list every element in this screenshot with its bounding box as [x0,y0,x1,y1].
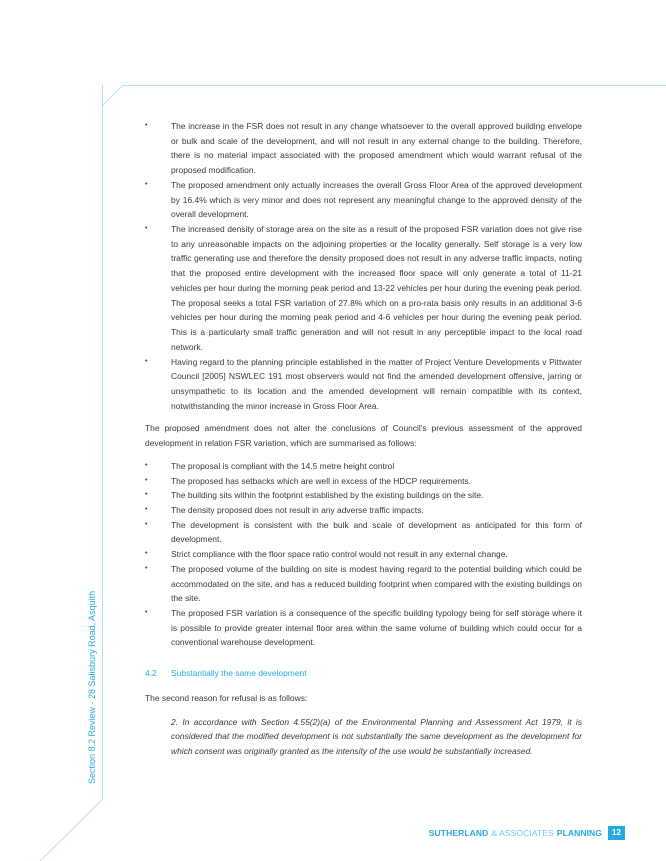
list-item: • The development is consistent with the bulk and scale of development as anticipated for this form of development. [145,518,582,547]
list-item: • The density proposed does not result in any adverse traffic impacts. [145,503,582,518]
section-heading [145,666,582,681]
list-item: • The proposed amendment only actually increases the overall Gross Floor Area of the approved development by 16.4% which is very minor and does not represent any meaningful change to the approved density of the overall development. [145,178,582,222]
side-running-header: Section 8.2 Review - 28 Salisbury Road, Asquith [87,590,97,784]
footer-brand-planning: PLANNING [556,828,602,838]
page-content [145,119,582,759]
list-item: • Having regard to the planning principle established in the matter of Project Venture Developments v Pittwater Council [2005] NSWLEC 191 most observers would not find the amended development offensive, jarring or unsympathetic to its location and the amended development will remain compatible with its context, notwithstanding the minor increase in Gross Floor Area. [145,355,582,414]
bullet-list-fsr-impacts [145,119,582,413]
list-item: • Strict compliance with the floor space ratio control would not result in any external change. [145,547,582,562]
list-item: • The building sits within the footprint established by the existing buildings on the site. [145,488,582,503]
list-item: • The proposed has setbacks which are well in excess of the HDCP requirements. [145,474,582,489]
page-footer [429,826,625,840]
list-item: • The proposed FSR variation is a consequence of the specific building typology being for self storage where it is possible to provide greater internal floor area within the same volume of building which could occur for a conventional warehouse development. [145,606,582,650]
bullet-list-council-conclusions [145,459,582,650]
list-item: • The proposed volume of the building on site is modest having regard to the potential building which could be accommodated on the site, and has a reduced building footprint when compared with the existing buildings on the site. [145,562,582,606]
section-number: 4.2 [145,668,157,679]
top-diagonal-line [102,86,122,106]
list-item: • The proposal is compliant with the 14.5 metre height control [145,459,582,474]
footer-brand-associates: & ASSOCIATES [491,828,554,838]
footer-brand-name: SUTHERLAND [428,828,489,838]
paragraph-assessment-summary: The proposed amendment does not alter the conclusions of Council's previous assessment of the approved development in relation FSR variation, which are summarised as follows: [145,423,582,449]
bottom-diagonal-line [40,800,102,861]
list-item: • The increased density of storage area on the site as a result of the proposed FSR variation does not give rise to any unreasonable impacts on the adjoining properties or the locality generally. Self storage is a very low traffic generating use and therefore the density proposed does not result in any adverse traffic impacts, noting that the proposed entire development with the increased floor space will only generate a total of 11-21 vehicles per hour during the morning peak period and 13-22 vehicles per hour during the evening peak period. The proposal seeks a total FSR variation of 27.8% which on a pro-rata basis only results in an additional 3-6 vehicles per hour during the morning peak period and 4-6 vehicles per hour during the evening peak period. This is a particularly small traffic generation and will not result in any perceptible impact to the local road network. [145,222,582,354]
list-item: • The increase in the FSR does not result in any change whatsoever to the overall approved building envelope or bulk and scale of the development, and will not result in any external change to the building. Therefore, there is no material impact associated with the proposed amendment which would warrant refusal of the proposed modification. [145,119,582,178]
page-number: 12 [608,826,625,840]
section-title: Substantially the same development [171,668,307,679]
refusal-reason-quote: 2. In accordance with Section 4.55(2)(a) of the Environmental Planning and Assessment Act 1979, it is considered that the modified development is not substantially the same development as the development for which consent was originally granted as the intensity of the use would be substantially increased. [171,716,582,757]
paragraph-second-reason: The second reason for refusal is as follows: [145,692,308,703]
